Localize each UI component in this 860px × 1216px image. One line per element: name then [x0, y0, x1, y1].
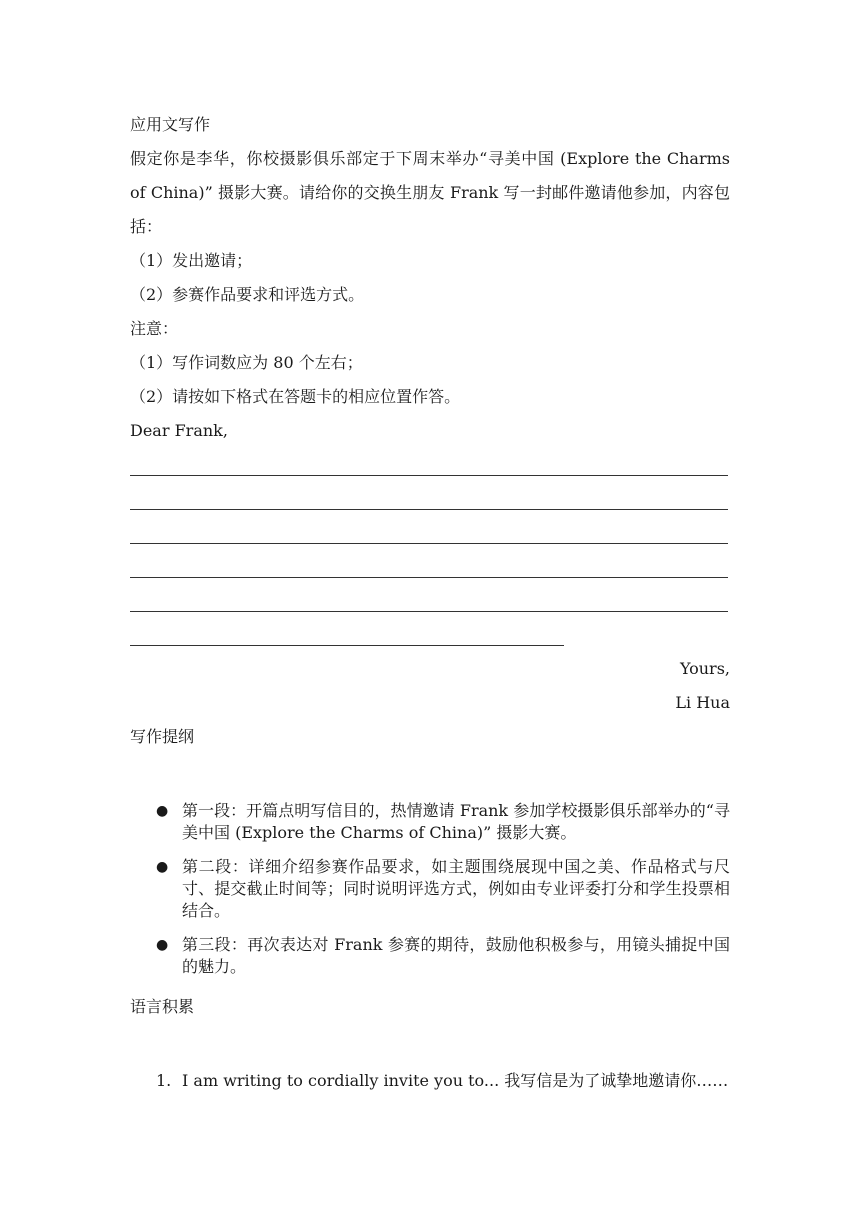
phrases-list [130, 1070, 730, 1092]
answer-line[interactable] [130, 482, 730, 516]
answer-line[interactable] [130, 618, 730, 652]
phrases-title: 语言积累 [130, 997, 195, 1016]
content-item: （1）发出邀请； [130, 251, 253, 270]
list-item: ● 第一段：开篇点明写信目的，热情邀请 Frank 参加学校摄影俱乐部举办的“寻美中国 (Explore the Charms of China)” 摄影大赛。 [156, 801, 730, 842]
prompt-text: 假定你是李华，你校摄影俱乐部定于下周末举办“寻美中国 (Explore the Charms of China)” 摄影大赛。请给你的交换生朋友 Frank 写一封邮件邀请他参加，内容包括： [130, 149, 730, 236]
bullet-icon: ● [156, 859, 169, 875]
outline-title: 写作提纲 [130, 727, 195, 746]
closing: Yours, [679, 659, 730, 678]
answer-lines [130, 448, 730, 652]
list-item: ● 第三段：再次表达对 Frank 参赛的期待，鼓励他积极参与，用镜头捕捉中国的魅力。 [156, 935, 730, 976]
heading: 应用文写作 [130, 115, 211, 134]
answer-line[interactable] [130, 448, 730, 482]
signature: Li Hua [675, 693, 730, 712]
document-page [130, 108, 730, 1092]
answer-line[interactable] [130, 550, 730, 584]
list-item: 1. I am writing to cordially invite you to... 我写信是为了诚挚地邀请你…… [156, 1071, 729, 1090]
bullet-icon: ● [156, 937, 169, 953]
content-item: （2）参赛作品要求和评选方式。 [130, 285, 365, 304]
note-item: （2）请按如下格式在答题卡的相应位置作答。 [130, 387, 461, 406]
note-item: （1）写作词数应为 80 个左右； [130, 353, 363, 372]
salutation: Dear Frank, [130, 421, 228, 440]
outline-list [130, 800, 730, 978]
answer-line[interactable] [130, 516, 730, 550]
notes-label: 注意： [130, 319, 179, 338]
answer-line[interactable] [130, 584, 730, 618]
bullet-icon: ● [156, 803, 169, 819]
list-item: ● 第二段：详细介绍参赛作品要求，如主题围绕展现中国之美、作品格式与尺寸、提交截止时间等；同时说明评选方式，例如由专业评委打分和学生投票相结合。 [156, 857, 730, 920]
